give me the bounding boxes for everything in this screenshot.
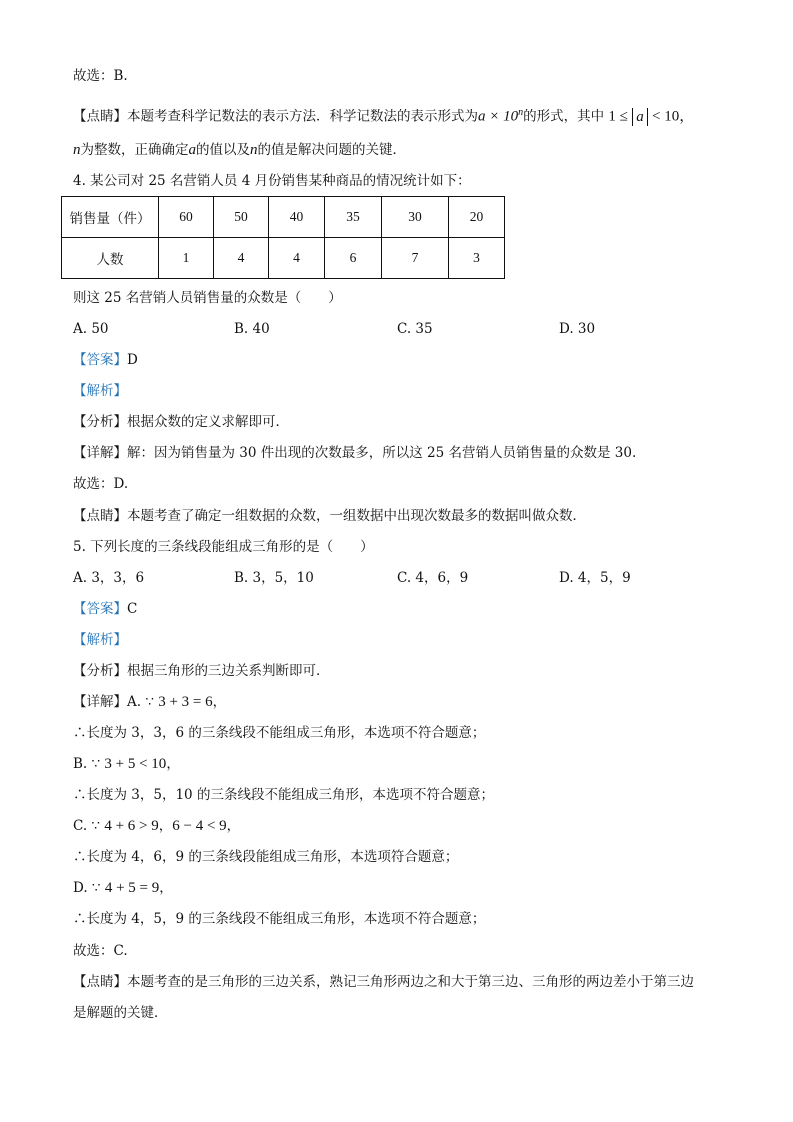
formula-base: a × 10 bbox=[478, 108, 519, 125]
fenxi-tag: 【分析】 bbox=[73, 663, 127, 679]
q5-choose: 故选：C. bbox=[73, 943, 128, 959]
table-cell: 50 bbox=[214, 197, 269, 238]
q5-step-b bbox=[73, 754, 180, 774]
table-cell: 60 bbox=[159, 197, 214, 238]
q4-option-b: B. 40 bbox=[234, 321, 270, 337]
dianjing-tag: 【点睛】 bbox=[73, 974, 127, 990]
var-a: a bbox=[188, 142, 196, 158]
q4-option-c: C. 35 bbox=[397, 321, 433, 337]
q4-answer bbox=[73, 350, 138, 370]
table-cell: 4 bbox=[269, 238, 325, 279]
q4-option-d: D. 30 bbox=[559, 321, 596, 337]
fenxi-text: 根据众数的定义求解即可． bbox=[127, 414, 289, 430]
q5-option-c: C. 4，6，9 bbox=[397, 570, 469, 586]
q4-choose: 故选：D. bbox=[73, 476, 129, 492]
answer-value: D bbox=[127, 352, 138, 368]
table-cell: 30 bbox=[382, 197, 449, 238]
step-d-label: D. ∵ bbox=[73, 880, 101, 896]
q5-option-b: B. 3，5，10 bbox=[234, 570, 314, 586]
q4-dianjing bbox=[73, 506, 586, 526]
table-cell: 4 bbox=[214, 238, 269, 279]
formula-exponent: n bbox=[518, 107, 524, 118]
q4-fenxi bbox=[73, 412, 289, 432]
table-row bbox=[62, 197, 505, 238]
comment2-text-c: 的值是解决问题的关键． bbox=[257, 142, 406, 158]
step-d-end: ， bbox=[159, 880, 173, 896]
fenxi-tag: 【分析】 bbox=[73, 414, 127, 430]
table-cell: 3 bbox=[449, 238, 505, 279]
q5-step-c-conclusion: ∴长度为 4，6，9 的三条线段能组成三角形，本选项符合题意； bbox=[73, 849, 459, 865]
step-b-end: ， bbox=[166, 756, 180, 772]
step-a-end: ， bbox=[212, 694, 227, 710]
q4-question: 则这 25 名营销人员销售量的众数是（ ） bbox=[73, 290, 342, 306]
q4-stem: 4. 某公司对 25 名营销人员 4 月份销售某种商品的情况统计如下： bbox=[73, 173, 471, 189]
table-header-cell: 销售量（件） bbox=[62, 197, 159, 238]
table-cell: 20 bbox=[449, 197, 505, 238]
step-c-label: C. ∵ bbox=[73, 818, 101, 834]
answer-tag: 【答案】 bbox=[73, 352, 127, 368]
step-a-label: A. ∵ bbox=[127, 694, 154, 710]
q5-analysis-tag: 【解析】 bbox=[73, 632, 127, 648]
ineq-right: < 10， bbox=[652, 108, 695, 125]
step-b-label: B. ∵ bbox=[73, 756, 101, 772]
table-cell: 7 bbox=[382, 238, 449, 279]
comment-line-1 bbox=[73, 103, 694, 127]
xiangjie-text: 解：因为销售量为 30 件出现的次数最多，所以这 25 名营销人员销售量的众数是 30. bbox=[127, 445, 637, 461]
q5-dianjing-line-2: 是解题的关键． bbox=[73, 1005, 168, 1021]
step-c-math-1: 4 + 6 > 9 bbox=[104, 818, 159, 834]
table-row bbox=[62, 238, 505, 279]
q4-analysis-tag: 【解析】 bbox=[73, 383, 127, 399]
abs-value: a bbox=[632, 108, 648, 126]
var-n2: n bbox=[250, 142, 258, 158]
var-n: n bbox=[73, 142, 81, 158]
q5-step-b-conclusion: ∴长度为 3，5，10 的三条线段不能组成三角形，本选项不符合题意； bbox=[73, 787, 494, 803]
table-cell: 6 bbox=[325, 238, 382, 279]
q5-stem: 5. 下列长度的三条线段能组成三角形的是（ ） bbox=[73, 539, 374, 555]
xiangjie-tag: 【详解】 bbox=[73, 445, 127, 461]
sales-table bbox=[61, 196, 505, 279]
q5-step-a bbox=[73, 692, 226, 712]
q4-option-a: A. 50 bbox=[73, 321, 109, 337]
comment2-text-b: 的值以及 bbox=[196, 142, 250, 158]
table-cell: 40 bbox=[269, 197, 325, 238]
q5-step-a-conclusion: ∴长度为 3，3，6 的三条线段不能组成三角形，本选项不符合题意； bbox=[73, 725, 486, 741]
comment-text-a: 本题考查科学记数法的表示方法．科学记数法的表示形式为 bbox=[127, 108, 478, 125]
step-d-math: 4 + 5 = 9 bbox=[104, 880, 160, 896]
dianjing-text: 本题考查了确定一组数据的众数，一组数据中出现次数最多的数据叫做众数． bbox=[127, 508, 586, 524]
step-c-sep: ， bbox=[158, 818, 173, 834]
step-b-math: 3 + 5 < 10 bbox=[104, 756, 167, 772]
fenxi-text: 根据三角形的三边关系判断即可． bbox=[127, 663, 330, 679]
q5-step-d-conclusion: ∴长度为 4，5，9 的三条线段不能组成三角形，本选项不符合题意； bbox=[73, 911, 486, 927]
table-cell: 35 bbox=[325, 197, 382, 238]
comment-text-b: 的形式，其中 bbox=[523, 108, 605, 125]
answer-value: C bbox=[127, 601, 138, 617]
q5-step-d bbox=[73, 878, 173, 898]
q5-step-c bbox=[73, 816, 240, 836]
q5-answer bbox=[73, 599, 137, 619]
q4-xiangjie bbox=[73, 443, 636, 463]
answer-tag: 【答案】 bbox=[73, 601, 127, 617]
step-a-math: 3 + 3 = 6 bbox=[158, 694, 213, 710]
dianjing-tag: 【点睛】 bbox=[73, 508, 127, 524]
comment-line-2 bbox=[73, 140, 406, 160]
xiangjie-tag: 【详解】 bbox=[73, 694, 127, 710]
ineq-left: 1 ≤ bbox=[608, 108, 628, 125]
comment-tag: 【点睛】 bbox=[73, 108, 127, 125]
q5-option-a: A. 3，3，6 bbox=[73, 570, 145, 586]
table-cell: 1 bbox=[159, 238, 214, 279]
q5-fenxi bbox=[73, 661, 330, 681]
q5-dianjing bbox=[73, 972, 694, 992]
q5-option-d: D. 4，5，9 bbox=[559, 570, 631, 586]
step-c-end: ， bbox=[226, 818, 241, 834]
answer-line: 故选：B. bbox=[73, 68, 128, 84]
step-c-math-2: 6 − 4 < 9 bbox=[172, 818, 227, 834]
dianjing-text: 本题考查的是三角形的三边关系，熟记三角形两边之和大于第三边、三角形的两边差小于第三边 bbox=[127, 974, 694, 990]
table-header-cell: 人数 bbox=[62, 238, 159, 279]
comment2-text-a: 为整数，正确确定 bbox=[80, 142, 189, 158]
